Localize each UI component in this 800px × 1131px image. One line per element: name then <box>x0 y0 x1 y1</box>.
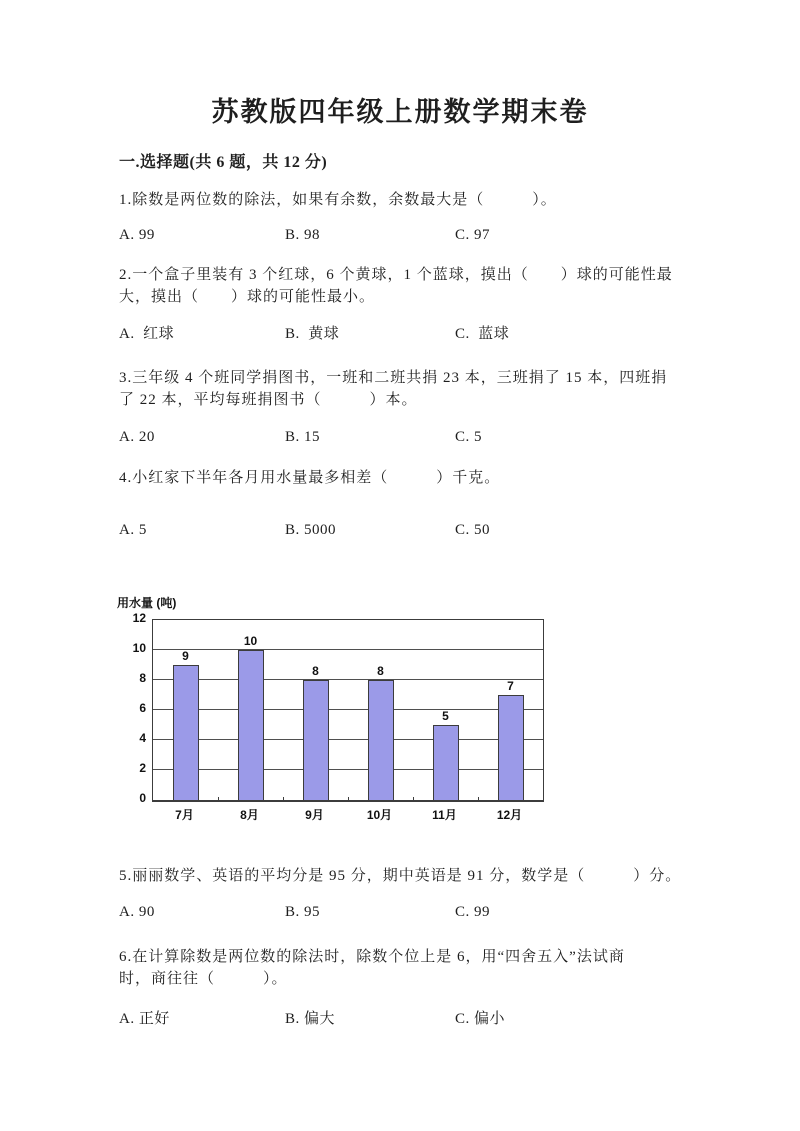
question-text: 大，摸出（ ）球的可能性最小。 <box>119 289 376 305</box>
option-b: B. 5000 <box>285 522 337 538</box>
option-a: A. 5 <box>119 522 147 538</box>
question-text: 4.小红家下半年各月用水量最多相差（ ）千克。 <box>119 470 501 486</box>
x-tick-label: 11月 <box>432 808 457 822</box>
option-c: C. 5 <box>455 429 483 445</box>
chart-bar <box>173 649 199 800</box>
question-text: 时，商往往（ ）。 <box>119 971 288 987</box>
chart-bar <box>368 664 394 800</box>
question-4 <box>119 467 739 489</box>
bar-value-label: 8 <box>377 664 384 678</box>
question-3 <box>119 367 739 411</box>
question-text: 3.三年级 4 个班同学捐图书，一班和二班共捐 23 本，三班捐了 15 本，四班捐 <box>119 370 668 386</box>
chart-bar <box>238 634 264 800</box>
water-usage-bar-chart <box>114 594 574 844</box>
axis-tick <box>478 797 479 802</box>
question-text: 5.丽丽数学、英语的平均分是 95 分，期中英语是 91 分，数学是（ ）分。 <box>119 868 682 884</box>
y-tick-label: 4 <box>139 731 146 745</box>
y-tick-label: 8 <box>139 671 146 685</box>
axis-tick <box>413 797 414 802</box>
option-c: C. 99 <box>455 904 491 920</box>
option-c: C. 97 <box>455 227 491 243</box>
y-tick-label: 2 <box>139 761 146 775</box>
option-a: A. 99 <box>119 227 155 243</box>
option-b: B. 98 <box>285 227 321 243</box>
option-b: B. 95 <box>285 904 321 920</box>
bar-value-label: 9 <box>182 649 189 663</box>
chart-bar <box>498 679 524 800</box>
question-3-options <box>119 429 739 446</box>
option-a: A. 正好 <box>119 1011 170 1027</box>
question-2-options <box>119 322 739 343</box>
x-tick-label: 10月 <box>366 808 393 822</box>
x-tick-label: 12月 <box>496 808 523 822</box>
bar-value-label: 5 <box>442 709 449 723</box>
option-a: A. 红球 <box>119 326 175 342</box>
question-1 <box>119 189 739 211</box>
y-tick-label: 10 <box>132 641 146 655</box>
chart-y-axis-label: 用水量 (吨) <box>117 596 177 610</box>
chart-gridline <box>153 649 543 650</box>
question-5 <box>119 865 739 887</box>
question-4-options <box>119 522 739 539</box>
y-tick-label: 0 <box>139 791 146 805</box>
axis-tick <box>218 797 219 802</box>
question-text: 6.在计算除数是两位数的除法时，除数个位上是 6，用“四舍五入”法试商 <box>119 949 625 965</box>
question-5-options <box>119 904 739 921</box>
question-2 <box>119 264 739 308</box>
question-text: 了 22 本，平均每班捐图书（ ）本。 <box>119 392 418 408</box>
option-c: C. 偏小 <box>455 1011 506 1027</box>
chart-gridline <box>153 679 543 680</box>
x-tick-label: 8月 <box>240 808 259 822</box>
chart-gridline <box>153 769 543 770</box>
bar-value-label: 10 <box>243 634 258 648</box>
question-6 <box>119 946 739 990</box>
option-c: C. 50 <box>455 522 491 538</box>
chart-y-ticks <box>114 611 146 805</box>
y-tick-label: 12 <box>132 611 146 625</box>
bar-value-label: 8 <box>312 664 319 678</box>
option-c: C. 蓝球 <box>455 326 510 342</box>
section-heading: 一.选择题(共 6 题，共 12 分) <box>119 154 328 171</box>
x-tick-label: 9月 <box>305 808 324 822</box>
chart-bar <box>303 664 329 800</box>
chart-bar <box>433 709 459 800</box>
question-text: 1.除数是两位数的除法，如果有余数，余数最大是（ ）。 <box>119 192 557 208</box>
x-tick-label: 7月 <box>175 808 194 822</box>
option-a: A. 90 <box>119 904 155 920</box>
question-text: 2.一个盒子里装有 3 个红球，6 个黄球，1 个蓝球，摸出（ ）球的可能性最 <box>119 267 673 283</box>
y-tick-label: 6 <box>139 701 146 715</box>
option-b: B. 15 <box>285 429 321 445</box>
option-b: B. 偏大 <box>285 1011 336 1027</box>
chart-plot <box>152 619 544 802</box>
chart-x-labels <box>152 806 542 824</box>
axis-tick <box>348 797 349 802</box>
option-b: B. 黄球 <box>285 326 340 342</box>
bar-value-label: 7 <box>507 679 514 693</box>
page-title: 苏教版四年级上册数学期末卷 <box>211 97 589 127</box>
question-6-options <box>119 1007 739 1028</box>
chart-gridline <box>153 709 543 710</box>
question-1-options <box>119 227 739 244</box>
option-a: A. 20 <box>119 429 155 445</box>
axis-tick <box>283 797 284 802</box>
chart-gridline <box>153 739 543 740</box>
